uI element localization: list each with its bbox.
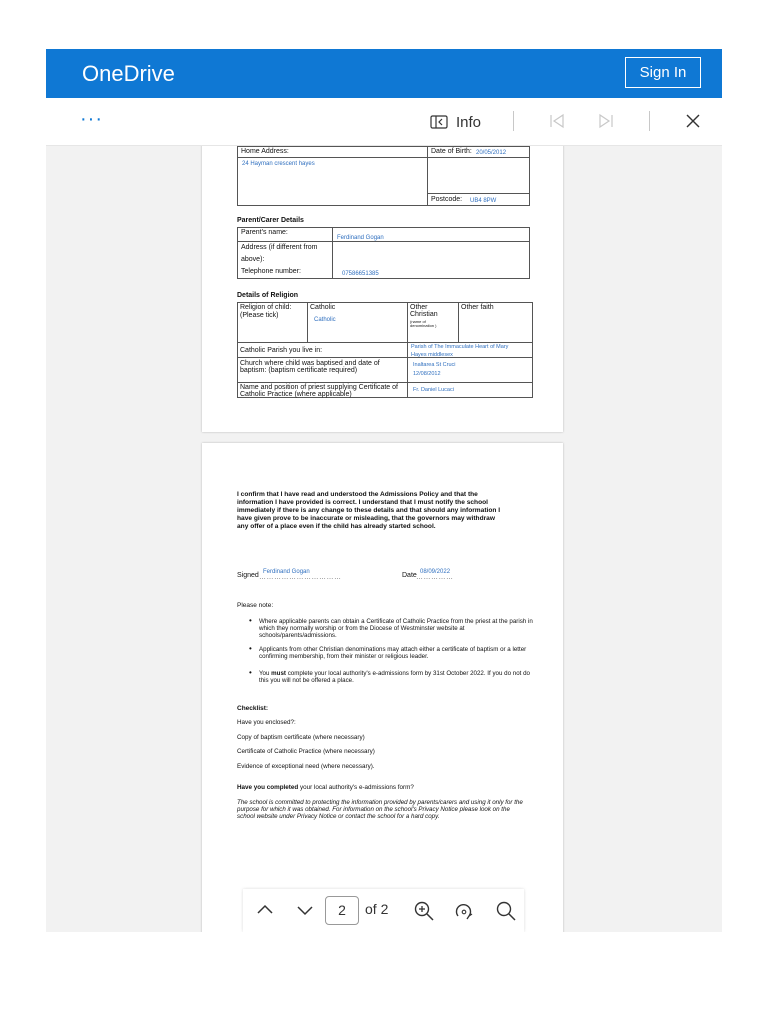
note-item: Applicants from other Christian denominations may attach either a certificate of baptism or a letter confirming membership, from their minister or religious leader.: [259, 646, 527, 660]
document-viewer[interactable]: [46, 146, 722, 932]
parish-value-2: Hayes middlesex: [411, 352, 453, 358]
more-options-button[interactable]: ···: [80, 108, 103, 130]
checklist-heading: Checklist:: [237, 705, 269, 712]
enclosed-label: Have you enclosed?:: [237, 719, 296, 726]
church-value-2: 12/08/2012: [413, 371, 441, 377]
search-icon[interactable]: [495, 900, 517, 922]
dob-label: Date of Birth:: [431, 148, 472, 155]
page-count-label: of 2: [365, 901, 389, 917]
address-label-2: above):: [241, 256, 265, 263]
info-button[interactable]: [430, 110, 481, 134]
confirm-text: any offer of a place even if the child has already started school.: [237, 523, 436, 530]
checklist-item: Certificate of Catholic Practice (where necessary): [237, 748, 375, 755]
signed-dots: ……………………………: [259, 574, 342, 581]
postcode-value: UB4 8PW: [470, 198, 497, 204]
rotate-icon[interactable]: [453, 900, 475, 922]
parent-name-label: Parent's name:: [241, 229, 288, 236]
note-item: Where applicable parents can obtain a Certificate of Catholic Practice from the priest at the parish in which they normally worship or from the Diocese of Westminster website at schools/parents/admissions.: [259, 618, 533, 639]
other-christian-label-2: Christian: [410, 311, 438, 318]
first-page-icon[interactable]: [548, 112, 566, 130]
sign-in-button[interactable]: Sign In: [625, 57, 701, 88]
onedrive-brand[interactable]: OneDrive: [82, 61, 175, 86]
address-label: Address (if different from: [241, 244, 318, 251]
priest-value: Fr. Daniel Lucaci: [413, 387, 454, 393]
page-navigation-toolbar: [243, 889, 524, 932]
confirm-text: I confirm that I have read and understood the Admissions Policy and that the: [237, 491, 478, 498]
parish-value: Parish of The Immaculate Heart of Mary: [411, 344, 509, 350]
signed-label: Signed: [237, 572, 259, 579]
note-item: You must complete your local authority's e-admissions form by 31st October 2022. If you do not do this you will not be offered a place.: [259, 670, 530, 684]
date-dots: ……………: [416, 574, 454, 581]
confirm-text: have given prove to be inaccurate or misleading, that the governors may withdraw: [237, 515, 495, 522]
onedrive-viewer-window: [46, 49, 722, 932]
other-faith-label: Other faith: [461, 304, 494, 311]
church-label-2: baptism: (baptism certificate required): [240, 367, 358, 374]
other-christian-label: Other: [410, 304, 428, 311]
completed-question: Have you completed your local authority's e-admissions form?: [237, 784, 414, 791]
date-label: Date: [402, 572, 417, 579]
telephone-label: Telephone number:: [241, 268, 301, 275]
document-page-1: [202, 146, 563, 432]
parish-label: Catholic Parish you live in:: [240, 347, 323, 354]
chevron-down-icon[interactable]: [295, 900, 315, 920]
divider: [513, 111, 514, 131]
close-icon[interactable]: [684, 112, 702, 130]
date-value: 08/09/2022: [420, 569, 451, 575]
checklist-item: Evidence of exceptional need (where necessary).: [237, 763, 375, 770]
catholic-label: Catholic: [310, 304, 336, 311]
confirm-text: immediately if there is any change to these details and that should any information I: [237, 507, 501, 514]
info-panel-icon: [430, 115, 448, 129]
church-label: Church where child was baptised and date of: [240, 360, 380, 367]
last-page-icon[interactable]: [597, 112, 615, 130]
top-bar: [46, 49, 722, 98]
home-address-label: Home Address:: [241, 148, 289, 155]
church-value: Inaltarea St Cruci: [413, 362, 456, 368]
other-christian-note: (name of: [410, 319, 426, 324]
signed-value: Ferdinand Gogan: [263, 569, 310, 575]
religion-section-heading: Details of Religion: [237, 292, 299, 299]
confirm-text: information I have provided is correct. I understand that I must notify the school: [237, 499, 488, 506]
dob-value: 20/05/2012: [476, 150, 507, 156]
priest-label-2: Catholic Practice (where applicable): [240, 391, 352, 398]
other-christian-note-2: denomination ): [410, 323, 437, 328]
zoom-in-icon[interactable]: [413, 900, 435, 922]
telephone-value: 07586651385: [342, 271, 379, 277]
checklist-item: Copy of baptism certificate (where necessary): [237, 734, 365, 741]
privacy-text: The school is committed to protecting the information provided by parents/carers and using it only for the purpose for which it was obtained. For information on the school's Privacy Notice please look on the school website under Privacy Notice or contact the school for a hard copy.: [237, 799, 523, 820]
postcode-label: Postcode:: [431, 196, 463, 203]
parent-section-heading: Parent/Carer Details: [237, 217, 304, 224]
divider: [649, 111, 650, 131]
command-bar: [46, 98, 722, 146]
religion-child-label-2: (Please tick): [240, 312, 279, 319]
document-page-2: I confirm that I have read and understood the Admissions Policy and that the information I have provided is correct. I understand that I must notify the school immediately if there is any change to these details and that should any information I have given prove to be inaccurate or misleading, that the governors may withdraw any offer of a place even if the child has already started school. Signed …………………………… Ferdinand Gogan Date …………… 08/09/2022 Please note: • Where applicable parents can obtain a Certificate of Catholic Practice from the priest at the parish in which they normally worship or from the Diocese of Westminster website at schools/parents/admissions. • Applicants from other Christian denominations may attach either a certificate of baptism or a letter confirming membership, from their minister or religious leader. • You must complete your local authority's e-admissions form by 31st October 2022. If you do not do this you will not be offered a place. Checklist: Have you enclosed?: Copy of baptism certificate (where necessary) Certificate of Catholic Practice (where necessary) Evidence of exceptional need (where necessary). Have you completed your local authority's e-admissions form? The school is committed to protecting the information provided by parents/carers and using it only for the purpose for which it was obtained. For information on the school's Privacy Notice please look on the school website under Privacy Notice or contact the school for a hard copy.: [202, 443, 563, 932]
priest-label: Name and position of priest supplying Certificate of: [240, 384, 398, 391]
please-note-label: Please note:: [237, 602, 274, 609]
parent-name-value: Ferdinand Gogan: [337, 235, 384, 241]
page-number-input[interactable]: 2: [325, 896, 359, 925]
home-address-value: 24 Hayman crescent hayes: [242, 161, 315, 167]
religion-child-label: Religion of child:: [240, 304, 292, 311]
chevron-up-icon[interactable]: [255, 900, 275, 920]
info-label: Info: [456, 113, 482, 131]
catholic-value: Catholic: [314, 317, 336, 323]
